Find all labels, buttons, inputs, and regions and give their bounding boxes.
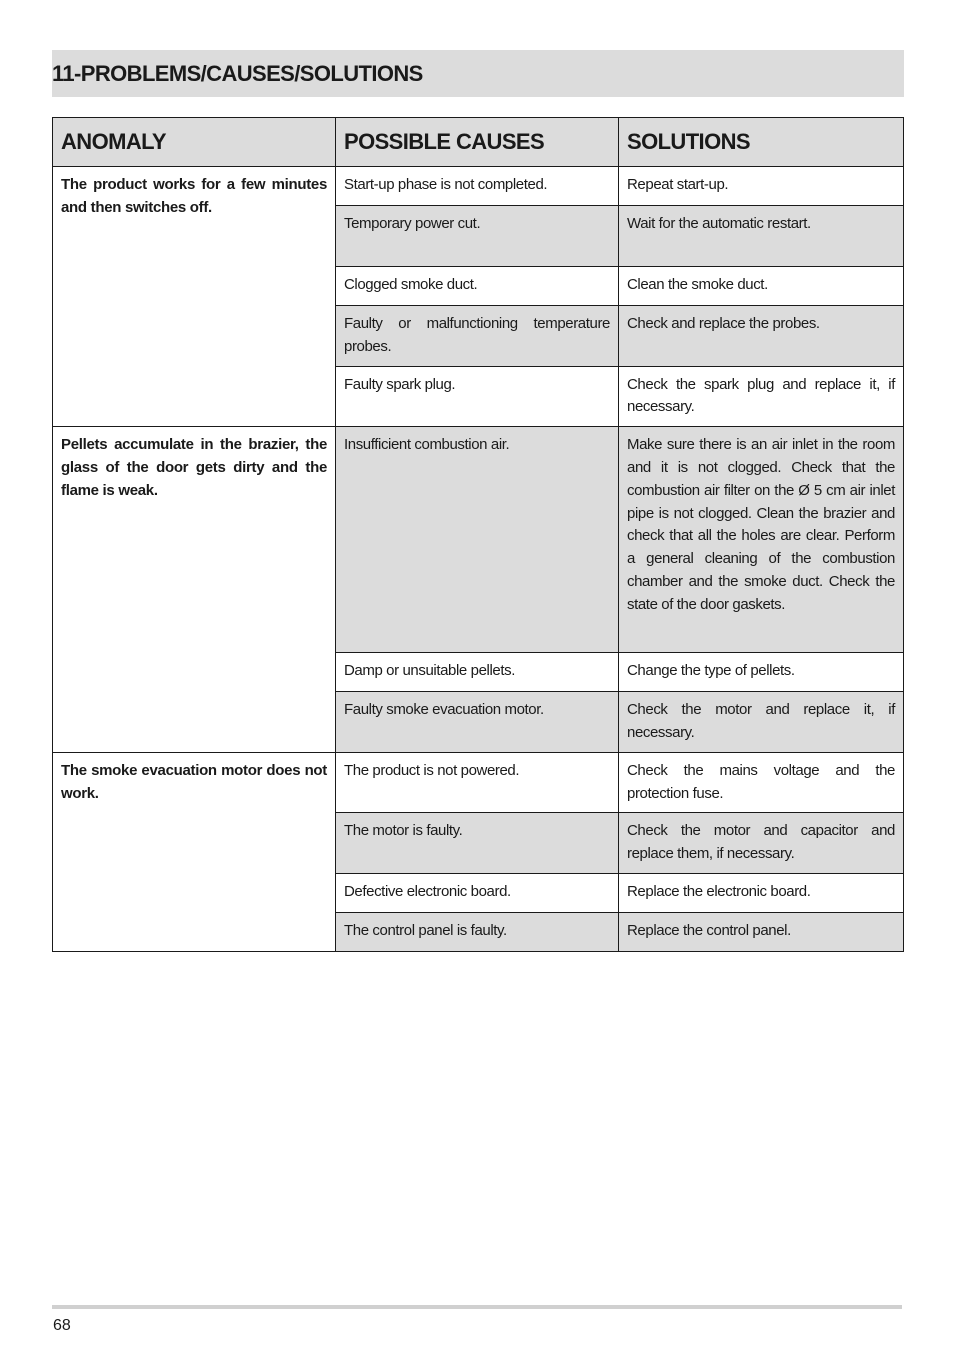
solution-cell: Change the type of pellets.	[619, 653, 904, 692]
header-possible-causes: POSSIBLE CAUSES	[336, 118, 619, 167]
cause-cell: Faulty or malfunctioning temperature probes.	[336, 306, 619, 367]
cause-cell: The product is not powered.	[336, 752, 619, 813]
solution-cell: Check the mains voltage and the protection fuse.	[619, 752, 904, 813]
footer-rule	[52, 1305, 902, 1309]
cause-cell: Damp or unsuitable pellets.	[336, 653, 619, 692]
table-row	[53, 752, 904, 813]
solution-cell: Make sure there is an air inlet in the room and it is not clogged. Check that the combustion air filter on the Ø 5 cm air inlet pipe is not clogged. Clean the brazier and check that all the holes are clear. Perform a general cleaning of the combustion chamber and the smoke duct. Check the state of the door gaskets.	[619, 427, 904, 653]
section-title: 11-PROBLEMS/CAUSES/SOLUTIONS	[52, 61, 423, 86]
cause-cell: Faulty smoke evacuation motor.	[336, 692, 619, 753]
solution-cell: Check the motor and replace it, if necessary.	[619, 692, 904, 753]
solution-cell: Clean the smoke duct.	[619, 267, 904, 306]
solution-cell: Replace the electronic board.	[619, 873, 904, 912]
table-row	[53, 167, 904, 206]
table-header-row	[53, 118, 904, 167]
table-row	[53, 427, 904, 653]
anomaly-cell: The product works for a few minutes and then switches off.	[53, 167, 336, 427]
cause-cell: Start-up phase is not completed.	[336, 167, 619, 206]
solution-cell: Replace the control panel.	[619, 912, 904, 951]
cause-cell: The motor is faulty.	[336, 813, 619, 874]
cause-cell: Clogged smoke duct.	[336, 267, 619, 306]
section-header-bar	[52, 50, 904, 97]
solution-cell: Repeat start-up.	[619, 167, 904, 206]
anomaly-cell: Pellets accumulate in the brazier, the glass of the door gets dirty and the flame is weak.	[53, 427, 336, 753]
header-solutions: SOLUTIONS	[619, 118, 904, 167]
header-anomaly: ANOMALY	[53, 118, 336, 167]
cause-cell: Insufficient combustion air.	[336, 427, 619, 653]
anomaly-cell: The smoke evacuation motor does not work.	[53, 752, 336, 951]
page-number: 68	[53, 1317, 71, 1334]
cause-cell: Defective electronic board.	[336, 873, 619, 912]
solution-cell: Wait for the automatic restart.	[619, 206, 904, 267]
solution-cell: Check the spark plug and replace it, if necessary.	[619, 366, 904, 427]
cause-cell: Faulty spark plug.	[336, 366, 619, 427]
cause-cell: Temporary power cut.	[336, 206, 619, 267]
solution-cell: Check and replace the probes.	[619, 306, 904, 367]
cause-cell: The control panel is faulty.	[336, 912, 619, 951]
problems-table	[52, 117, 904, 952]
solution-cell: Check the motor and capacitor and replace them, if necessary.	[619, 813, 904, 874]
